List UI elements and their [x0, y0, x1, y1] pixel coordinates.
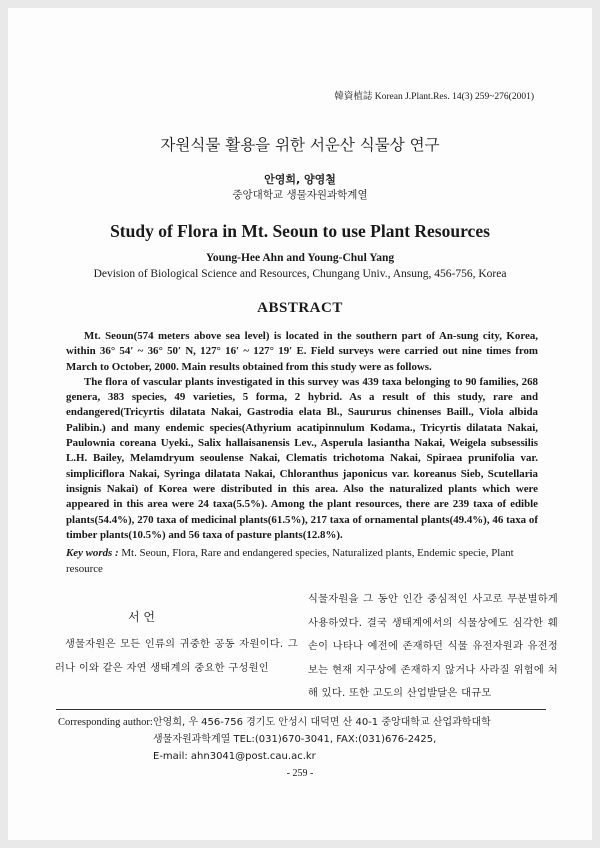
paper-title: Study of Flora in Mt. Seoun to use Plant Resources	[110, 221, 490, 241]
correspondence-line-2: 생물자원과학계열 TEL:(031)670-3041, FAX:(031)676-2425,	[153, 734, 437, 745]
page-number: - 259 -	[286, 768, 314, 779]
intro-heading: 서 언	[128, 610, 155, 624]
keywords-label: Key words :	[66, 547, 119, 559]
abstract-paragraph-1: Mt. Seoun(574 meters above sea level) is located in the southern part of An-sung city, Korea, within 36° 54′ ~ 36° 50′ N, 127° 16′ ~ 127° 19′ E. Field surveys were carried out nine times from March to October, 2000. Main results obtained from this study were as follows.	[66, 330, 538, 373]
keywords-text: Mt. Seoun, Flora, Rare and endangered species, Naturalized plants, Endemic specie, Plant resource	[66, 547, 514, 575]
korean-authors: 안영희, 양영철	[264, 173, 336, 186]
abstract-heading: ABSTRACT	[257, 300, 343, 316]
abstract-paragraph-2: The flora of vascular plants investigated in this survey was 439 taxa belonging to 90 families, 268 genera, 383 species, 49 varieties, 5 forma, 2 hybrid. As a result of this study, rare and endangered(Tricyrtis dilatata Nakai, Gastrodia elata Bl., Saururus chinenses Baill., Viola albida Palibin.) and many endemic species(Athyrium acatipinnulum Kodama., Tricyrtis dilatata Nakai, Paulownia coreana Uyeki., Salix hallaisanensis Lev., Asperula lasiantha Nakai, Weigela subsessilis L.H. Bailey, Melamdryum seoulense Nakai, Clematis trichotoma Nakai, Spiraea prunifolia var. simpliciflora Nakai, Syringa dilatata Nakai, Chloranthus japonicus var. koreanus Sieb, Scutellaria insignis Nakai) of Korea were distributed in this area. Also the naturalized plants which were appeared in this area were 24 taxa(5.5%). Among the plant resources, there are 239 taxa of edible plants(54.4%), 270 taxa of medicinal plants(61.5%), 217 taxa of ornamental plants(49.4%), 46 taxa of timber plants(10.5%) and 56 taxa of pasture plants(12.8%).	[66, 375, 538, 541]
correspondence-email: E-mail: ahn3041@post.cau.ac.kr	[153, 751, 316, 762]
journal-reference: 韓資植誌 Korean J.Plant.Res. 14(3) 259~276(2001)	[334, 92, 534, 102]
correspondence-label: Corresponding author:	[58, 717, 153, 728]
intro-right-column	[308, 588, 558, 706]
korean-title: 자원식물 활용을 위한 서운산 식물상 연구	[160, 136, 440, 154]
keywords	[66, 546, 538, 577]
intro-right-text: 식물자원을 그 동안 인간 중심적인 사고로 무분별하게 사용하였다. 결국 생태계에서의 식물상에도 심각한 훼손이 나타나 예전에 존재하던 식물 유전자원과 유전정보는 현재 지구상에 존재하지 않거나 사라질 위험에 처해 있다. 또한 고도의 산업발달은 대규모	[308, 594, 558, 699]
footnote-divider	[56, 709, 546, 710]
paper-page	[8, 8, 592, 840]
intro-left-text: 생물자원은 모든 인류의 귀중한 공동 자원이다. 그러나 이와 같은 자연 생태계의 중요한 구성원인	[55, 639, 298, 674]
intro-left-column	[55, 633, 298, 680]
paper-affiliation: Devision of Biological Science and Resources, Chungang Univ., Ansung, 456-756, Korea	[93, 268, 507, 280]
paper-authors: Young-Hee Ahn and Young-Chul Yang	[205, 252, 395, 264]
correspondence-details	[153, 714, 491, 765]
abstract-body	[66, 329, 538, 543]
korean-affiliation: 중앙대학교 생물자원과학계열	[232, 189, 368, 201]
correspondence-line-1: 안영희, 우 456-756 경기도 안성시 대덕면 산 40-1 중앙대학교 산업과학대학	[153, 717, 491, 728]
